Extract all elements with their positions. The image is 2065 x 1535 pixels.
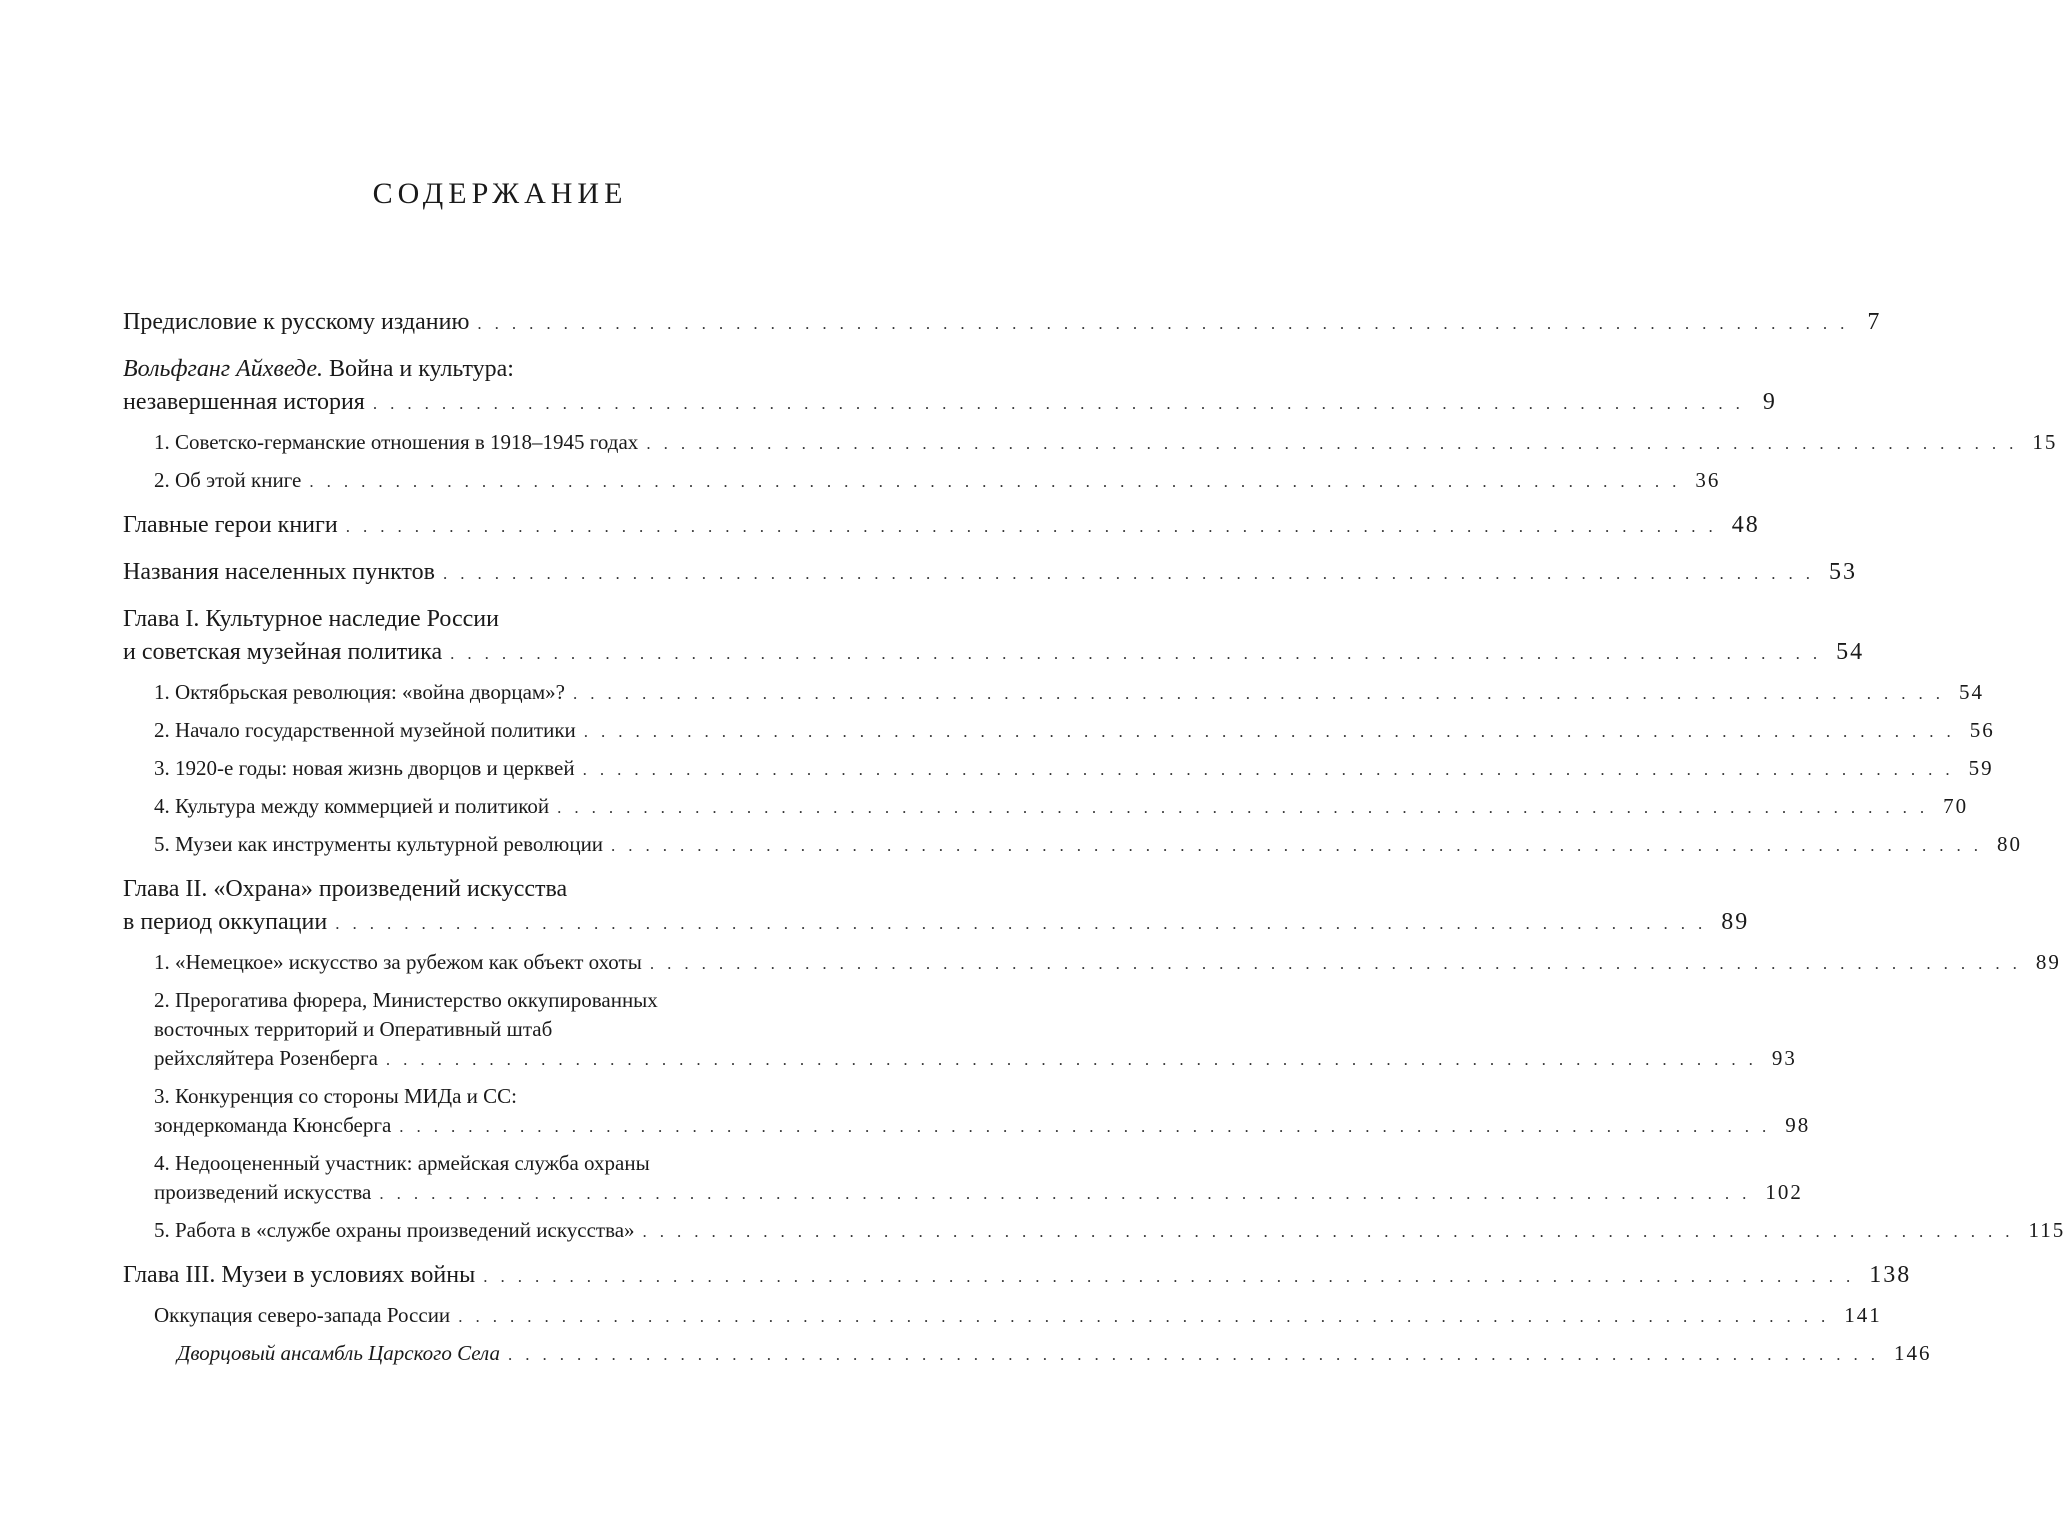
- toc-entry-text: 2. Об этой книге: [154, 468, 302, 492]
- dot-leader: ................................................................................: [458, 1307, 1839, 1326]
- toc-page-number: 141: [1844, 1303, 1882, 1327]
- toc-entry[interactable]: [123, 306, 1882, 340]
- dot-leader: ................................................................................: [442, 564, 1823, 583]
- dot-leader: ................................................................................: [385, 1050, 1766, 1069]
- toc-page-number: 56: [1969, 718, 1995, 742]
- toc-page-number: 102: [1765, 1180, 1803, 1204]
- toc-entry[interactable]: [123, 603, 1865, 670]
- toc-entry[interactable]: [123, 830, 2023, 860]
- dot-leader: ................................................................................: [379, 1184, 1760, 1203]
- table-of-contents: [123, 306, 2065, 1369]
- toc-entry[interactable]: [123, 873, 1750, 940]
- toc-entry-text: 4. Культура между коммерцией и политикой: [154, 794, 550, 818]
- dot-leader: ................................................................................: [649, 954, 2030, 973]
- toc-entry-text: рейхсляйтера Розенберга: [154, 1046, 378, 1070]
- toc-entry[interactable]: [123, 754, 1994, 784]
- toc-entry-text: 2. Прерогатива фюрера, Министерство оккупированных: [154, 988, 658, 1012]
- toc-entry-text: 2. Начало государственной музейной политики: [154, 718, 576, 742]
- toc-page-number: 59: [1968, 756, 1994, 780]
- toc-entry-text: 3. 1920-е годы: новая жизнь дворцов и церквей: [154, 756, 575, 780]
- toc-entry[interactable]: [123, 1301, 1882, 1331]
- dot-leader: ................................................................................: [483, 1267, 1864, 1286]
- toc-entry-text: 3. Конкуренция со стороны МИДа и СС:: [154, 1084, 518, 1108]
- dot-leader: ................................................................................: [573, 684, 1953, 703]
- dot-leader: ................................................................................: [507, 1345, 1888, 1364]
- toc-entry-text: Дворцовый ансамбль Царского Села: [177, 1341, 500, 1365]
- toc-entry[interactable]: [123, 1259, 1912, 1293]
- toc-entry[interactable]: [123, 353, 1777, 420]
- toc-entry-text: 1. «Немецкое» искусство за рубежом как объект охоты: [154, 950, 642, 974]
- toc-entry[interactable]: [123, 1149, 1803, 1208]
- toc-page-number: 54: [1959, 680, 1984, 704]
- toc-entry-text: Глава III. Музеи в условиях войны: [123, 1262, 476, 1288]
- dot-leader: ................................................................................: [450, 644, 1831, 663]
- toc-entry-text: Названия населенных пунктов: [123, 559, 435, 585]
- toc-page-number: 138: [1869, 1262, 1912, 1288]
- author-name: Вольфганг Айхведе.: [123, 356, 323, 382]
- dot-leader: ................................................................................: [557, 798, 1938, 817]
- dot-leader: ................................................................................: [646, 434, 2027, 453]
- toc-page-number: 15: [2032, 430, 2058, 454]
- toc-page-number: 98: [1785, 1113, 1811, 1137]
- toc-entry-text: Глава I. Культурное наследие России: [123, 606, 499, 632]
- dot-leader: ................................................................................: [309, 472, 1690, 491]
- toc-entry-text: Война и культура:: [323, 356, 514, 382]
- toc-entry[interactable]: [123, 986, 1797, 1074]
- toc-page-number: 36: [1695, 468, 1721, 492]
- toc-entry[interactable]: [123, 948, 2061, 978]
- toc-entry[interactable]: [123, 716, 1995, 746]
- toc-entry-text: 4. Недооцененный участник: армейская служба охраны: [154, 1151, 650, 1175]
- toc-page-number: 48: [1731, 512, 1760, 538]
- toc-entry[interactable]: [123, 1216, 2065, 1246]
- toc-entry-text: в период оккупации: [123, 909, 328, 935]
- toc-page-number: 89: [2035, 950, 2061, 974]
- toc-entry[interactable]: [123, 678, 1984, 708]
- toc-entry-text: Оккупация северо-запада России: [154, 1303, 451, 1327]
- dot-leader: ................................................................................: [335, 914, 1716, 933]
- toc-page-number: 80: [1997, 832, 2023, 856]
- toc-page-number: 70: [1943, 794, 1969, 818]
- dot-leader: ................................................................................: [583, 722, 1964, 741]
- toc-entry-text: 1. Октябрьская революция: «война дворцам»?: [154, 680, 565, 704]
- toc-page-number: 93: [1771, 1046, 1797, 1070]
- toc-entry-text: 5. Музеи как инструменты культурной революции: [154, 832, 604, 856]
- dot-leader: ................................................................................: [345, 517, 1726, 536]
- toc-page-number: 146: [1893, 1341, 1932, 1365]
- dot-leader: ................................................................................: [582, 760, 1963, 779]
- toc-entry-text: произведений искусства: [154, 1180, 372, 1204]
- toc-entry[interactable]: [123, 428, 2058, 458]
- dot-leader: ................................................................................: [642, 1222, 2023, 1241]
- toc-entry-text: и советская музейная политика: [123, 639, 443, 665]
- dot-leader: ................................................................................: [477, 314, 1858, 333]
- toc-entry-text: незавершенная история: [123, 389, 365, 415]
- page-title: СОДЕРЖАНИЕ: [372, 177, 628, 210]
- toc-page-number: 115: [2028, 1218, 2065, 1242]
- toc-entry[interactable]: [123, 466, 1721, 496]
- toc-entry[interactable]: [123, 792, 1969, 822]
- toc-entry-text: Предисловие к русскому изданию: [123, 309, 470, 335]
- toc-page-number: 9: [1762, 389, 1777, 415]
- toc-entry-text: восточных территорий и Оперативный штаб: [154, 1017, 553, 1041]
- toc-page-number: 54: [1836, 639, 1865, 665]
- dot-leader: ................................................................................: [611, 836, 1992, 855]
- dot-leader: ................................................................................: [372, 394, 1753, 413]
- toc-page-number: 53: [1828, 559, 1857, 585]
- toc-page-number: 7: [1867, 309, 1882, 335]
- toc-entry-text: 1. Советско-германские отношения в 1918–1945 годах: [154, 430, 639, 454]
- toc-entry[interactable]: [123, 509, 1760, 543]
- toc-page-number: 89: [1721, 909, 1750, 935]
- toc-entry[interactable]: [123, 556, 1857, 590]
- dot-leader: ................................................................................: [399, 1117, 1780, 1136]
- toc-entry-text: Глава II. «Охрана» произведений искусства: [123, 876, 568, 902]
- toc-entry[interactable]: [123, 1082, 1811, 1141]
- toc-entry[interactable]: [123, 1339, 1932, 1369]
- toc-entry-text: Главные герои книги: [123, 512, 338, 538]
- toc-entry-text: 5. Работа в «службе охраны произведений искусства»: [154, 1218, 635, 1242]
- toc-entry-text: зондеркоманда Кюнсберга: [154, 1113, 392, 1137]
